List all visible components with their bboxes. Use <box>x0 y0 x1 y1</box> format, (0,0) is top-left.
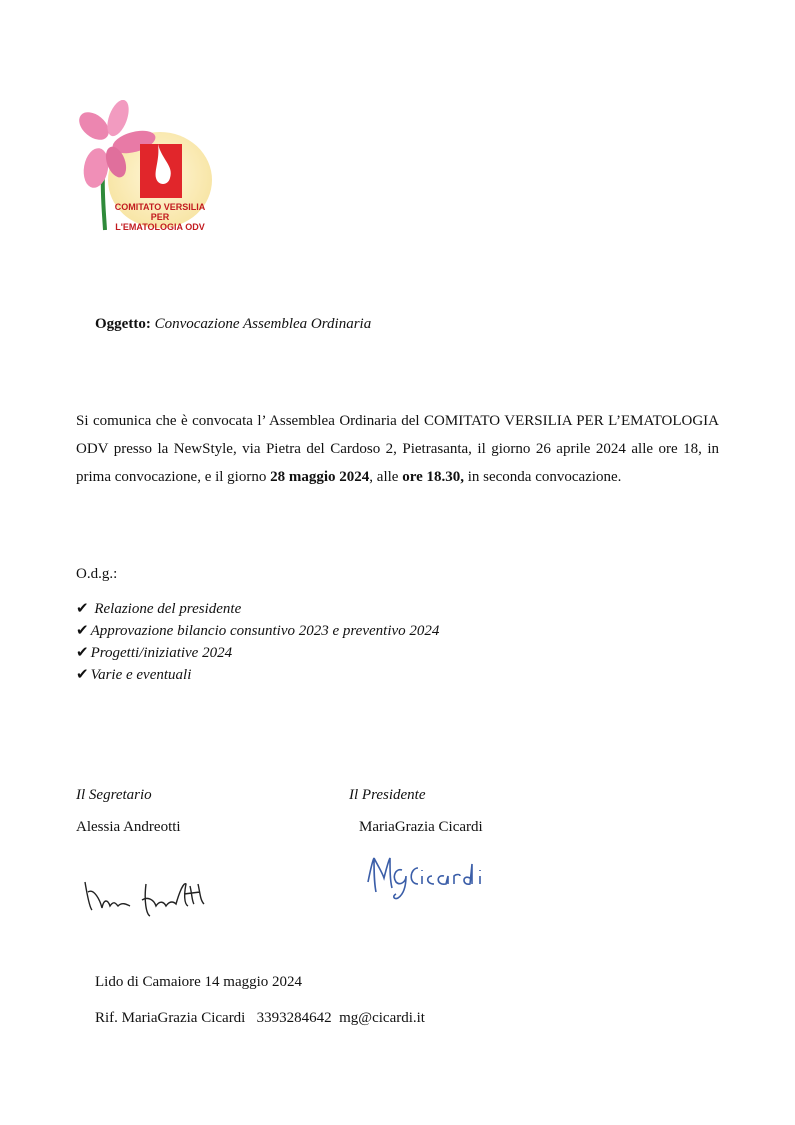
subject-text: Convocazione Assemblea Ordinaria <box>154 316 372 332</box>
body-date-bold: 28 maggio 2024 <box>270 469 370 485</box>
list-item <box>76 598 439 620</box>
secretary-signature <box>80 870 225 920</box>
body-part2: , alle <box>369 469 403 485</box>
agenda-label: O.d.g.: <box>76 566 118 582</box>
logo-text <box>106 202 214 232</box>
agenda-item-text: Approvazione bilancio consuntivo 2023 e preventivo 2024 <box>90 623 440 639</box>
body-part3: in seconda convocazione. <box>463 469 622 485</box>
place-date: Lido di Camaiore 14 maggio 2024 <box>95 974 303 990</box>
subject-line <box>95 316 371 333</box>
secretary-role: Il Segretario <box>76 787 152 803</box>
association-logo <box>72 100 214 232</box>
subject-label: Oggetto: <box>95 316 151 332</box>
logo-text-line1: COMITATO VERSILIA PER <box>114 202 206 222</box>
agenda-list <box>76 598 439 686</box>
checkmark-icon: ✔ <box>76 643 89 661</box>
list-item <box>76 664 439 686</box>
secretary-name: Alessia Andreotti <box>76 819 181 835</box>
body-paragraph <box>76 407 719 491</box>
agenda-item-text: Relazione del presidente <box>90 601 242 617</box>
logo-text-line2: L'EMATOLOGIA ODV <box>115 222 205 232</box>
list-item <box>76 620 439 642</box>
checkmark-icon: ✔ <box>76 599 89 617</box>
body-time-bold: ore 18.30, <box>402 469 464 485</box>
checkmark-icon: ✔ <box>76 665 89 683</box>
checkmark-icon: ✔ <box>76 621 89 639</box>
body-part1: Si comunica che è convocata l’ Assemblea Ordinaria del COMITATO VERSILIA PER L’EMATOLOGIA ODV presso la NewStyle, via Pietra del Cardoso 2, Pietrasanta, il giorno 26 aprile 2024 alle ore 18, in prima convocazione, e il giorno <box>76 413 719 485</box>
contact-reference <box>95 1010 425 1027</box>
email-address: mg@cicardi.it <box>339 1010 425 1026</box>
agenda-item-text: Progetti/iniziative 2024 <box>90 645 233 661</box>
president-role: Il Presidente <box>349 787 426 803</box>
list-item <box>76 642 439 664</box>
president-name: MariaGrazia Cicardi <box>359 819 483 835</box>
president-signature <box>362 852 492 907</box>
reference-name: Rif. MariaGrazia Cicardi <box>95 1010 246 1026</box>
agenda-item-text: Varie e eventuali <box>90 667 192 683</box>
phone-number: 3393284642 <box>256 1010 332 1026</box>
